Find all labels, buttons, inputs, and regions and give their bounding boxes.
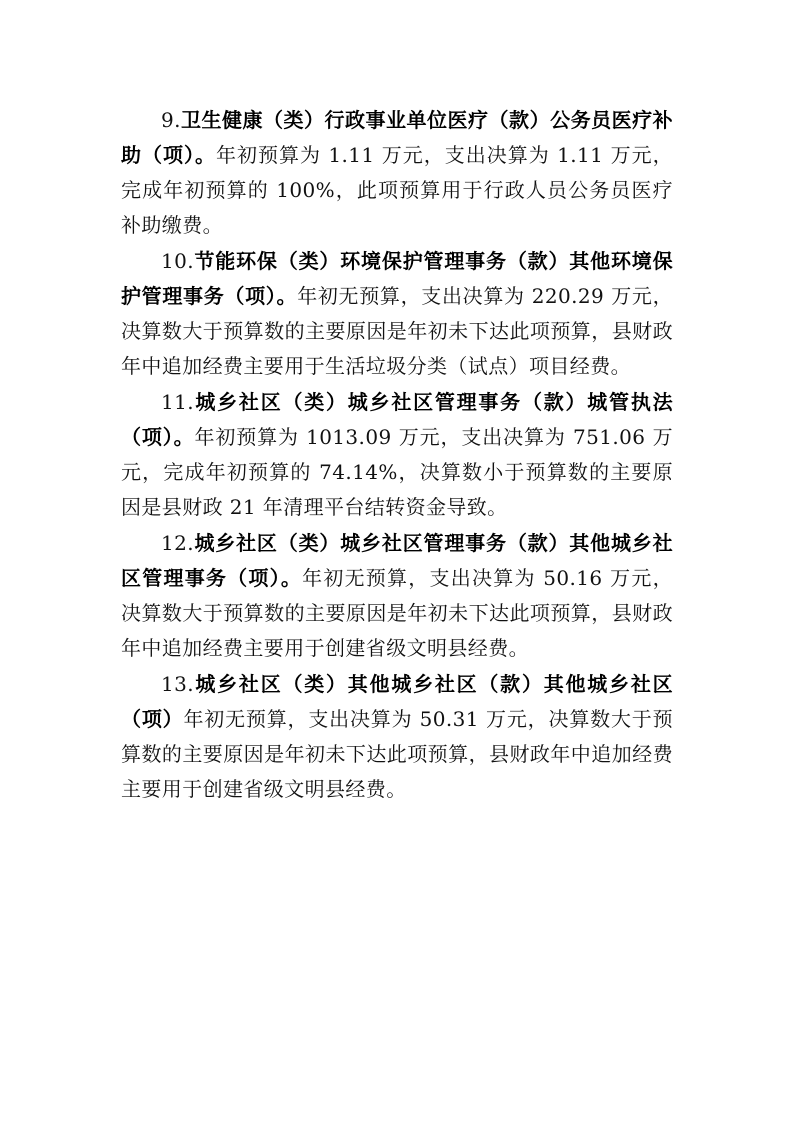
item-heading: 城乡社区（类）城乡社区管理事务（款）城管执法（项）。 [121,390,673,449]
item-number: 10. [161,249,195,273]
item-body: 年初无预算，支出决算为 50.16 万元，决算数大于预算数的主要原因是年初未下达此项预算，县财政年中追加经费主要用于创建省级文明县经费。 [121,566,673,660]
paragraph-item-10 [121,244,673,384]
paragraph-item-13 [121,667,673,807]
item-heading: 节能环保（类）环境保护管理事务（款）其他环境保护管理事务（项）。 [121,249,673,308]
item-body: 年初预算为 1013.09 万元，支出决算为 751.06 万元，完成年初预算的 74.14%，决算数小于预算数的主要原因是县财政 21 年清理平台结转资金导致。 [121,425,673,519]
item-number: 11. [161,390,195,414]
paragraph-item-11 [121,385,673,525]
item-body: 年初无预算，支出决算为 220.29 万元，决算数大于预算数的主要原因是年初未下达此项预算，县财政年中追加经费主要用于生活垃圾分类（试点）项目经费。 [121,284,673,378]
item-body: 年初预算为 1.11 万元，支出决算为 1.11 万元，完成年初预算的 100%，此项预算用于行政人员公务员医疗补助缴费。 [121,143,673,237]
item-number: 12. [161,531,195,555]
item-number: 9. [161,108,181,132]
item-number: 13. [161,672,195,696]
paragraph-item-12 [121,526,673,666]
item-heading: 卫生健康（类）行政事业单位医疗（款）公务员医疗补助（项）。 [121,108,673,167]
paragraph-item-9 [121,103,673,243]
item-body: 年初无预算，支出决算为 50.31 万元，决算数大于预算数的主要原因是年初未下达此项预算，县财政年中追加经费主要用于创建省级文明县经费。 [121,707,673,801]
item-heading: 城乡社区（类）其他城乡社区（款）其他城乡社区（项） [121,672,673,731]
document-body [121,103,673,808]
item-heading: 城乡社区（类）城乡社区管理事务（款）其他城乡社区管理事务（项）。 [121,531,673,590]
